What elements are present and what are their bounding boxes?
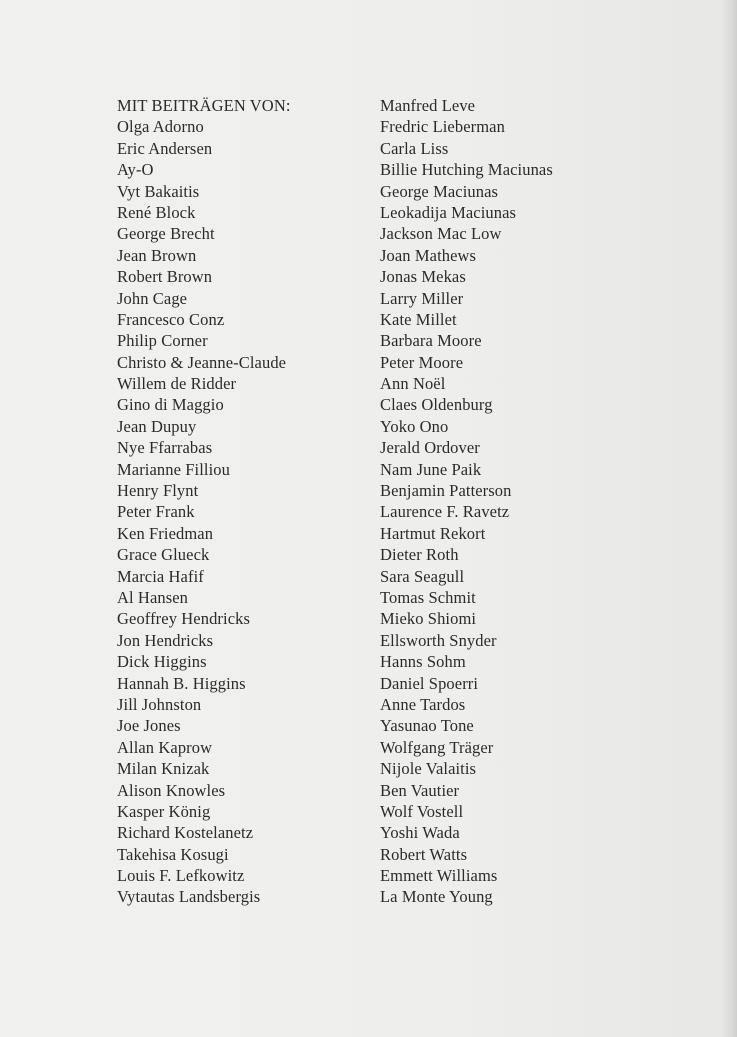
contributor-name: Jonas Mekas	[380, 267, 466, 287]
contributor-name: Yasunao Tone	[380, 716, 474, 736]
contributor-name: Ann Noël	[380, 374, 446, 394]
contributor-name: Hanns Sohm	[380, 652, 466, 672]
contributor-name: George Maciunas	[380, 181, 499, 201]
contributor-name: Olga Adorno	[117, 117, 204, 137]
contributor-name: Jean Dupuy	[117, 416, 197, 436]
contributor-name: Jean Brown	[117, 245, 197, 265]
contributor-name: Jerald Ordover	[380, 438, 480, 458]
contributor-name: Milan Knizak	[117, 759, 210, 779]
contributor-name: Ay-O	[117, 160, 154, 180]
contributor-name: Peter Moore	[380, 352, 464, 372]
contributor-name: Nam June Paik	[380, 459, 482, 479]
contributor-name: Carla Liss	[380, 138, 449, 158]
contributor-name: Richard Kostelanetz	[117, 823, 254, 843]
contributor-name: Alison Knowles	[117, 780, 226, 800]
contributor-name: Louis F. Lefkowitz	[117, 866, 245, 886]
contributor-name: Joan Mathews	[380, 245, 477, 265]
contributor-name: Ellsworth Snyder	[380, 630, 497, 650]
contributor-name: La Monte Young	[380, 887, 493, 907]
contributors-column-left	[117, 95, 291, 908]
contributor-name: Marianne Filliou	[117, 459, 230, 479]
contributor-name: Robert Watts	[380, 844, 468, 864]
contributor-name: Kate Millet	[380, 309, 457, 329]
contributor-name: Fredric Lieberman	[380, 117, 505, 137]
contributor-name: Anne Tardos	[380, 694, 466, 714]
contributor-name: Vytautas Landsbergis	[117, 887, 261, 907]
contributor-name: Allan Kaprow	[117, 737, 213, 757]
contributor-name: Dieter Roth	[380, 545, 459, 565]
contributor-name: Nijole Valaitis	[380, 759, 477, 779]
contributor-name: Mieko Shiomi	[380, 609, 477, 629]
contributor-name: Takehisa Kosugi	[117, 844, 229, 864]
contributor-name: Grace Glueck	[117, 545, 210, 565]
contributor-name: Geoffrey Hendricks	[117, 609, 250, 629]
contributor-name: Manfred Leve	[380, 96, 476, 115]
page-edge-shadow	[721, 0, 737, 1037]
contributor-name: Claes Oldenburg	[380, 395, 493, 415]
contributor-name: Eric Andersen	[117, 138, 213, 158]
contributor-name: Hartmut Rekort	[380, 523, 486, 543]
contributor-name: Nye Ffarrabas	[117, 438, 213, 458]
contributor-name: Benjamin Patterson	[380, 481, 512, 501]
contributor-name: George Brecht	[117, 224, 215, 244]
contributor-name: Ben Vautier	[380, 780, 460, 800]
contributor-name: Gino di Maggio	[117, 395, 224, 415]
contributor-name: Hannah B. Higgins	[117, 673, 246, 693]
contributor-name: Marcia Hafif	[117, 566, 204, 586]
contributor-name: Al Hansen	[117, 587, 189, 607]
contributor-name: Wolfgang Träger	[380, 737, 494, 757]
contributor-name: Ken Friedman	[117, 523, 214, 543]
contributor-name: Jackson Mac Low	[380, 224, 502, 244]
contributor-name: Emmett Williams	[380, 866, 498, 886]
contributor-name: Christo & Jeanne-Claude	[117, 352, 287, 372]
contributor-name: Billie Hutching Maciunas	[380, 160, 553, 180]
contributor-name: Yoko Ono	[380, 416, 449, 436]
contributor-name: Joe Jones	[117, 716, 181, 736]
contributor-name: Peter Frank	[117, 502, 195, 522]
contributors-heading: MIT BEITRÄGEN VON:	[117, 96, 291, 115]
contributor-name: Barbara Moore	[380, 331, 482, 351]
contributor-name: Henry Flynt	[117, 481, 199, 501]
contributor-name: Wolf Vostell	[380, 801, 464, 821]
contributors-column-right	[380, 95, 553, 908]
contributor-name: Vyt Bakaitis	[117, 181, 200, 201]
contributor-name: Larry Miller	[380, 288, 464, 308]
contributor-name: Daniel Spoerri	[380, 673, 479, 693]
contributor-name: John Cage	[117, 288, 188, 308]
contributor-name: Jon Hendricks	[117, 630, 214, 650]
contributor-name: Tomas Schmit	[380, 587, 476, 607]
contributor-name: Yoshi Wada	[380, 823, 460, 843]
contributor-name: Francesco Conz	[117, 309, 225, 329]
contributor-name: Philip Corner	[117, 331, 208, 351]
contributor-name: Sara Seagull	[380, 566, 465, 586]
contributor-name: Kasper König	[117, 801, 211, 821]
contributor-name: Leokadija Maciunas	[380, 202, 517, 222]
contributor-name: Dick Higgins	[117, 652, 207, 672]
contributor-name: Laurence F. Ravetz	[380, 502, 510, 522]
contributor-name: Robert Brown	[117, 267, 213, 287]
contributor-name: Jill Johnston	[117, 694, 202, 714]
contributor-name: René Block	[117, 202, 196, 222]
contributor-name: Willem de Ridder	[117, 374, 237, 394]
